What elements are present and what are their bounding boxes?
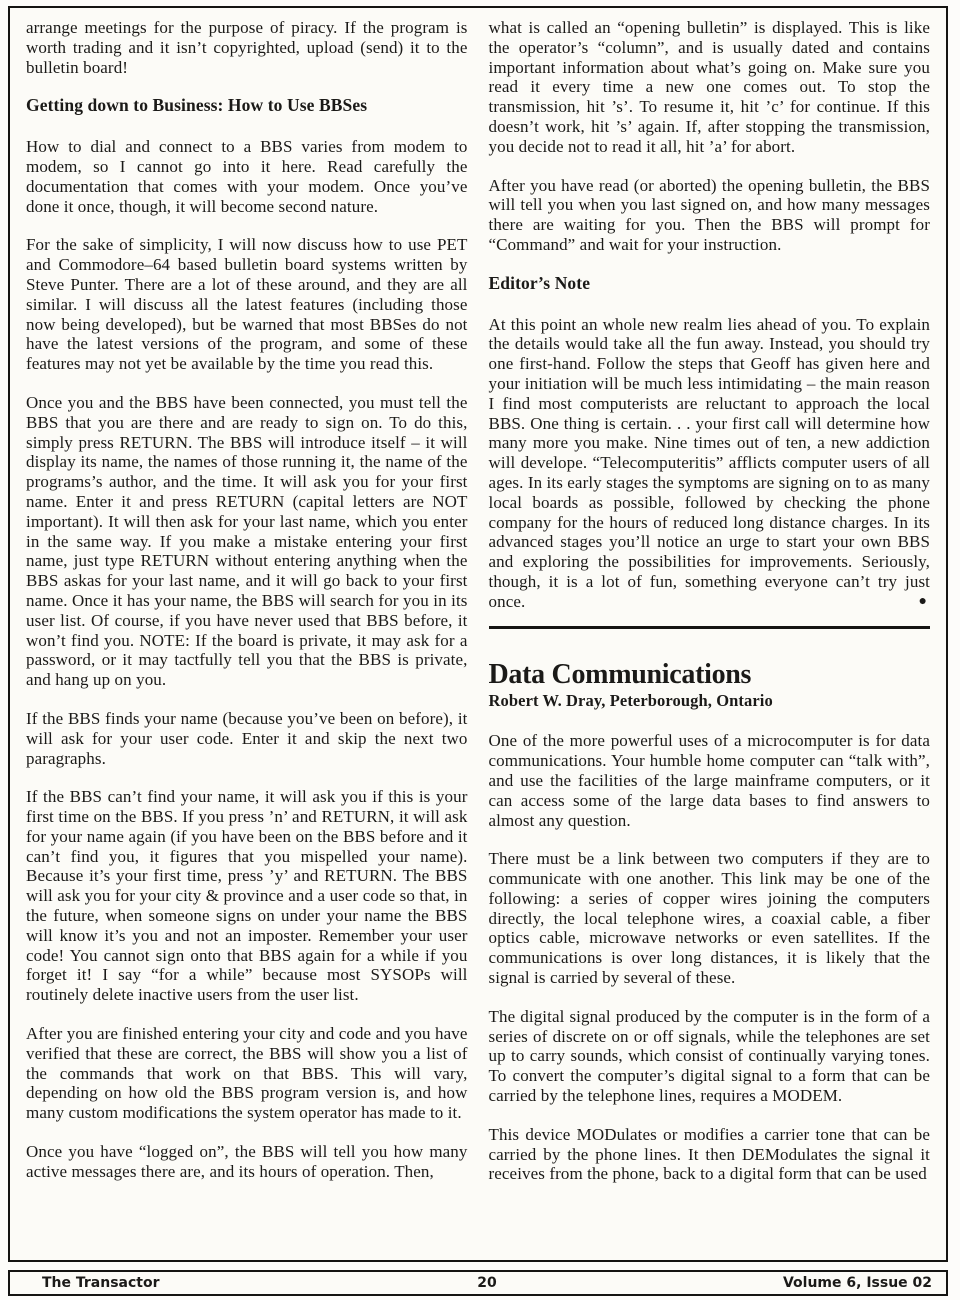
paragraph: One of the more powerful uses of a microcomputer is for data communications. Your humble home computer can “talk with”, and use the facilities of the large mainframe computers, or it can access some of the large data bases to find answers to almost any question. bbox=[488, 731, 930, 830]
paragraph: There must be a link between two computers if they are to communicate with one another. This link may be one of the following: a series of copper wires joining the computers directly, the local telephone wires, a coaxial cable, a fiber optics cable, microwave networks or even satellites. If the communications is over long distances, it is likely that the signal is carried by several of these. bbox=[488, 849, 930, 988]
section-heading-how-to-use-bbses: Getting down to Business: How to Use BBSes bbox=[26, 95, 368, 116]
paragraph: After you have read (or aborted) the opening bulletin, the BBS will tell you when you last signed on, and how many messages there are waiting for you. Then the BBS will prompt for “Command” and wait for your instruction. bbox=[488, 175, 930, 254]
end-of-article-bullet-icon: ● bbox=[918, 593, 927, 609]
editors-note-text: At this point an whole new realm lies ahead of you. To explain the details would take all the fun away. Instead, you should try one first-hand. Follow the steps that Geoff has given here and your initiation will be much less intimidating – the main reason I find most computerists are reluctant to approach the local BBS. One thing is certain. . . your first call will determine how many more you make. Nine times out of ten, a new addiction will develope. “Telecomputeritis” afflicts computer users of all ages. In its early stages the symptoms are signing on to as many local boards as possible, followed by checking the phone company for the hours of reduced long distance charges. In its advanced stages you’ll notice an urge to start your own BBS and exploring the possibilities for improvements. Seriously, though, it is a lot of fun, something everyone can’t try just once. bbox=[488, 314, 930, 611]
paragraph: How to dial and connect to a BBS varies from modem to modem, so I cannot go into it here. Read carefully the documentation that comes with your modem. Once you’ve done it once, though, it will become second nature. bbox=[26, 137, 468, 216]
section-heading-editors-note: Editor’s Note bbox=[488, 272, 591, 293]
paragraph: arrange meetings for the purpose of piracy. If the program is worth trading and it isn’t copyrighted, upload (send) it to the bulletin board! bbox=[26, 18, 468, 77]
content-frame bbox=[8, 6, 948, 1262]
paragraph: If the BBS finds your name (because you’ve been on before), it will ask for your user code. Enter it and skip the next two paragraphs. bbox=[26, 708, 468, 768]
paragraph: For the sake of simplicity, I will now discuss how to use PET and Commodore–64 based bulletin board systems written by Steve Punter. There are a lot of these around, and they are all similar. I will discuss all the latest features (including those now being developed), but be warned that most BBSes do not have the latest versions of the program, and some of these features may not yet be available by the time you read this. bbox=[26, 235, 468, 374]
paragraph: Once you have “logged on”, the BBS will tell you how many active messages there are, and its hours of operation. Then, bbox=[26, 1142, 468, 1181]
page-footer bbox=[8, 1270, 948, 1296]
paragraph: The digital signal produced by the computer is in the form of a series of discrete on or off signals, while the telephones are set up to carry sounds, which consist of continually varying tones. To convert the computer’s digital signal to a form that can be carried by the telephone lines, requires a MODEM. bbox=[488, 1006, 930, 1106]
paragraph: what is called an “opening bulletin” is displayed. This is like the operator’s “column”, and is usually dated and contains important information about what’s going on. Make sure you read it every time a new one comes out. To stop the transmission, hit ’s’. To resume it, hit ’c’ for continue. If this doesn’t work, hit ’s’ again. If, after stopping the transmission, you decide not to read it all, hit ’a’ for abort. bbox=[488, 18, 930, 156]
paragraph: If the BBS can’t find your name, it will ask you if this is your first time on the BBS. If you press ’n’ and RETURN, it will ask for your name again (if you have been on the BBS before and it can’t find you, it figures that you mispelled your name). Because it’s your first time, press ’y’ and RETURN. The BBS will ask you for your city & province and a user code so that, in the future, when someone signs on under your name the BBS will know it’s you and not an imposter. Remember your user code! You cannot sign onto that BBS again for a while if you forget it! I say “for a while” because most SYSOPs will routinely delete inactive users from the user list. bbox=[26, 787, 468, 1005]
article-byline: Robert W. Dray, Peterborough, Ontario bbox=[488, 690, 773, 710]
article-title: Data Communications bbox=[488, 658, 752, 690]
footer-volume-issue: Volume 6, Issue 02 bbox=[782, 1275, 933, 1291]
article-divider bbox=[489, 626, 931, 629]
paragraph: After you are finished entering your city and code and you have verified that these are correct, the BBS will show you a list of the commands that work on that BBS. This will vary, depending on how old the BBS program version is, and how many custom modifications the system operator has made to it. bbox=[26, 1024, 468, 1123]
left-column bbox=[26, 18, 468, 1260]
paragraph: Once you and the BBS have been connected, you must tell the BBS that you are there and are ready to sign on. To do this, simply press RETURN. The BBS will introduce itself – it will display its name, the names of those running it, the name of the programs’s author, and the time. It will ask you for your first name. Enter it and press RETURN (capital letters are NOT important). It will then ask for your last name, which you enter in the same way. If you make a mistake entering your first name, just type RETURN without entering anything when the BBS askas for your last name, and it will go back to your first name. Once it has your name, the BBS will search for you in its user list. Of course, if you have never used that BBS before, it won’t find you. NOTE: If the board is private, it may ask for a password, or it may tactfully tell you that the BBS is private, and hang up on you. bbox=[26, 392, 468, 690]
footer-page-number: 20 bbox=[477, 1275, 497, 1291]
paragraph: This device MODulates or modifies a carrier tone that can be carried by the phone lines. It then DEModulates the signal it receives from the phone, back to a digital form that can be used bbox=[488, 1124, 930, 1184]
right-column bbox=[489, 18, 931, 1260]
footer-publication-name: The Transactor bbox=[42, 1275, 160, 1291]
paragraph bbox=[489, 315, 931, 612]
